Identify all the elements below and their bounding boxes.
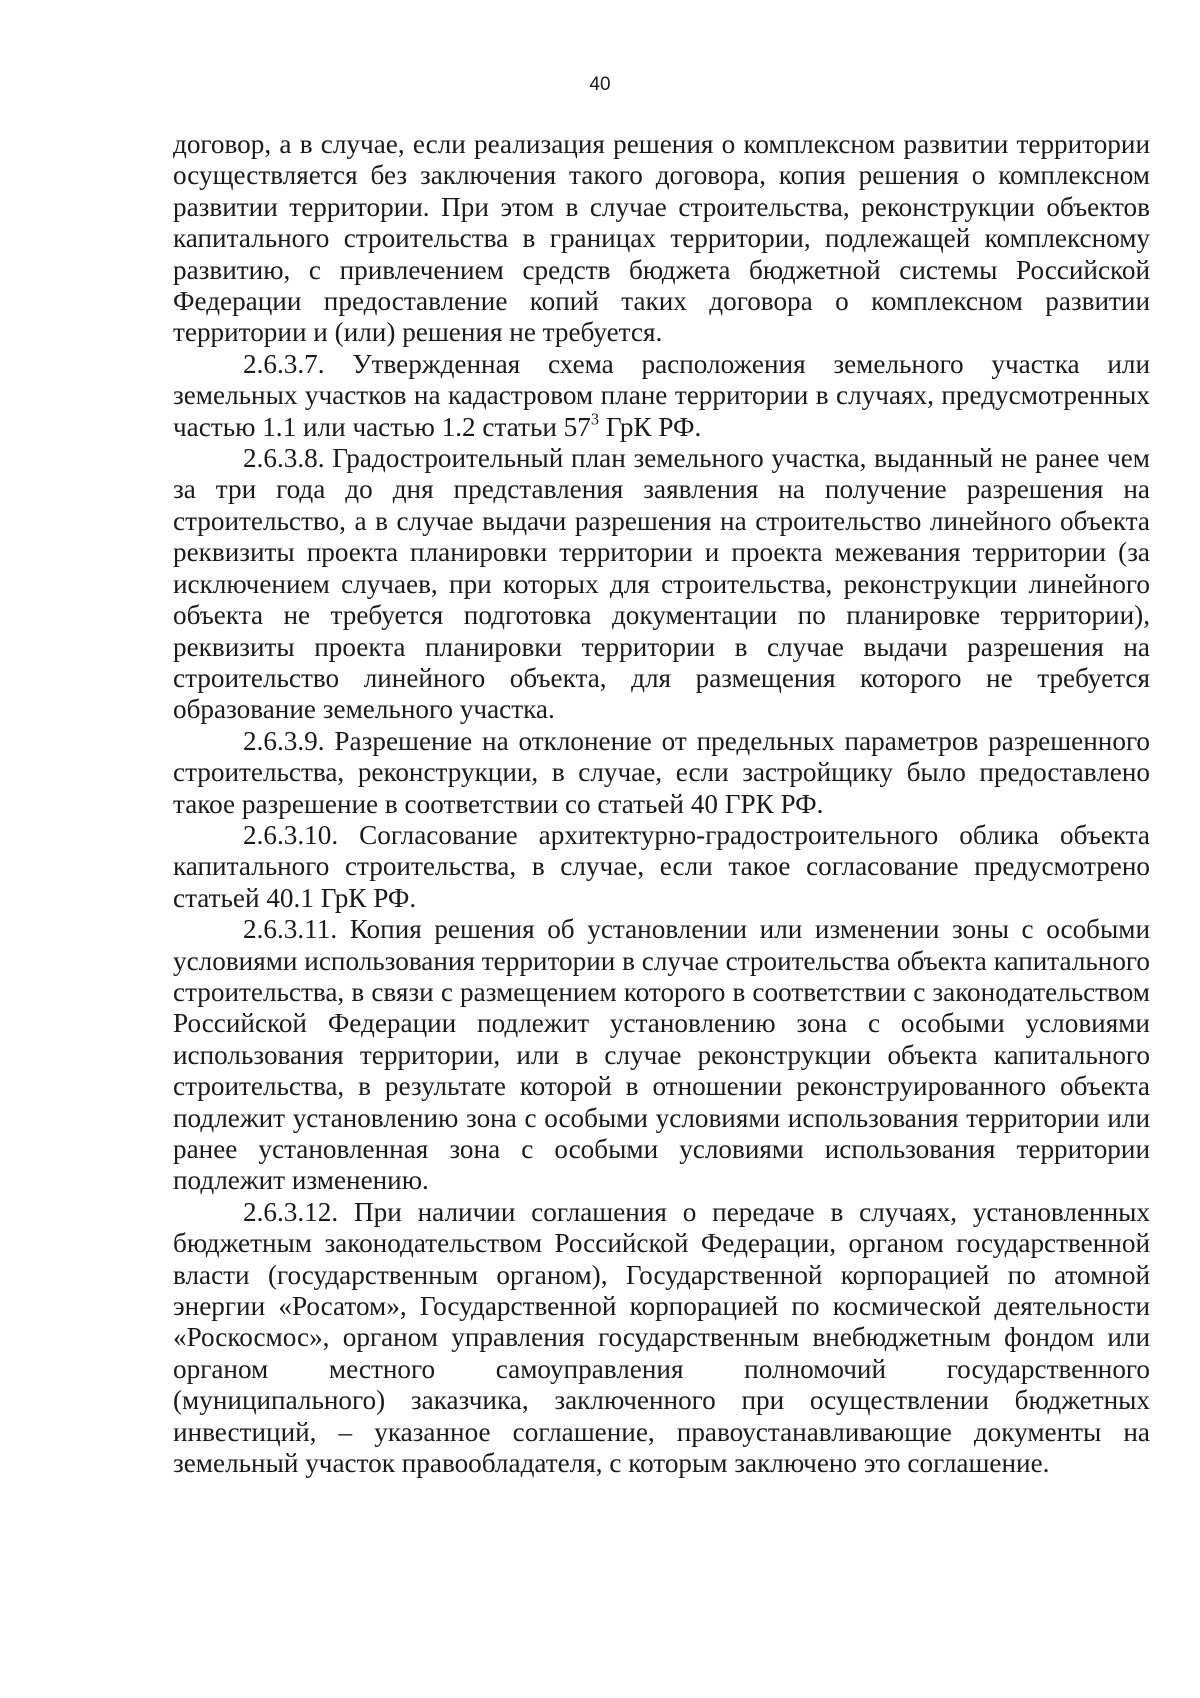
document-body <box>173 129 1150 1479</box>
paragraph-text: Согласование архитектурно-градостроительного облика объекта капитального строительства, в случае, если такое согласование предусмотрено статьей 40.1 ГрК РФ. <box>173 819 1151 913</box>
paragraph-2-6-3-8 <box>173 443 1150 726</box>
paragraph-text: договор, а в случае, если реализация решения о комплексном развитии территории осуществляется без заключения такого договора, копия решения о комплексном развитии территории. При этом в случае строительства, реконструкции объектов капитального строительства в границах территории, подлежащей комплексному развитию, с привлечением средств бюджета бюджетной системы Российской Федерации предоставление копий таких договора о комплексном развитии территории и (или) решения не требуется. <box>173 129 1150 348</box>
paragraph-text: Градостроительный план земельного участка, выданный не ранее чем за три года до дня представления заявления на получение разрешения на строительство, а в случае выдачи разрешения на строительство линейного объекта реквизиты проекта планировки территории и проекта межевания территории (за исключением случаев, при которых для строительства, реконструкции линейного объекта не требуется подготовка документации по планировке территории), реквизиты проекта планировки территории в случае выдачи разрешения на строительство линейного объекта, для размещения которого не требуется образование земельного участка. <box>173 443 1150 725</box>
paragraph-text: При наличии соглашения о передаче в случаях, установленных бюджетным законодательством Российской Федерации, органом государственной власти (государственным органом), Государственной корпорацией по атомной энергии «Росатом», Государственной корпорацией по космической деятельности «Роскосмос», органом управления государственным внебюджетным фондом или органом местного самоуправления полномочий государственного (муниципального) заказчика, заключенного при осуществлении бюджетных инвестиций, – указанное соглашение, правоустанавливающие документы на земельный участок правообладателя, с которым заключено это соглашение. <box>173 1196 1150 1479</box>
paragraph-text-tail: ГрК РФ. <box>599 411 702 442</box>
clause-number: 2.6.3.10. <box>243 819 339 850</box>
paragraph-2-6-3-12 <box>173 1197 1150 1480</box>
superscript-mark: 3 <box>590 409 600 429</box>
paragraph-2-6-3-9 <box>173 726 1150 820</box>
clause-number: 2.6.3.8. <box>243 443 325 474</box>
clause-number: 2.6.3.12. <box>243 1196 339 1227</box>
paragraph-continuation <box>173 129 1150 349</box>
paragraph-2-6-3-10 <box>173 820 1150 914</box>
paragraph-text: Утвержденная схема расположения земельного участка или земельных участков на кадастровом плане территории в случаях, предусмотренных частью 1.1 или частью 1.2 статьи 57 <box>173 348 1151 442</box>
page-number: 40 <box>589 74 611 95</box>
clause-number: 2.6.3.7. <box>243 348 325 379</box>
paragraph-text: Разрешение на отклонение от предельных параметров разрешенного строительства, реконструкции, в случае, если застройщику было предоставлено такое разрешение в соответствии со статьей 40 ГРК РФ. <box>173 725 1151 819</box>
paragraph-2-6-3-7 <box>173 349 1150 443</box>
paragraph-text: Копия решения об установлении или изменении зоны с особыми условиями использования территории в случае строительства объекта капитального строительства, в связи с размещением которого в соответствии с законодательством Российской Федерации подлежит установлению зона с особыми условиями использования территории, или в случае реконструкции объекта капитального строительства, в результате которой в отношении реконструированного объекта подлежит установлению зона с особыми условиями использования территории или ранее установленная зона с особыми условиями использования территории подлежит изменению. <box>173 914 1151 1196</box>
clause-number: 2.6.3.9. <box>243 725 325 756</box>
clause-number: 2.6.3.11. <box>243 914 338 945</box>
paragraph-2-6-3-11 <box>173 914 1150 1197</box>
